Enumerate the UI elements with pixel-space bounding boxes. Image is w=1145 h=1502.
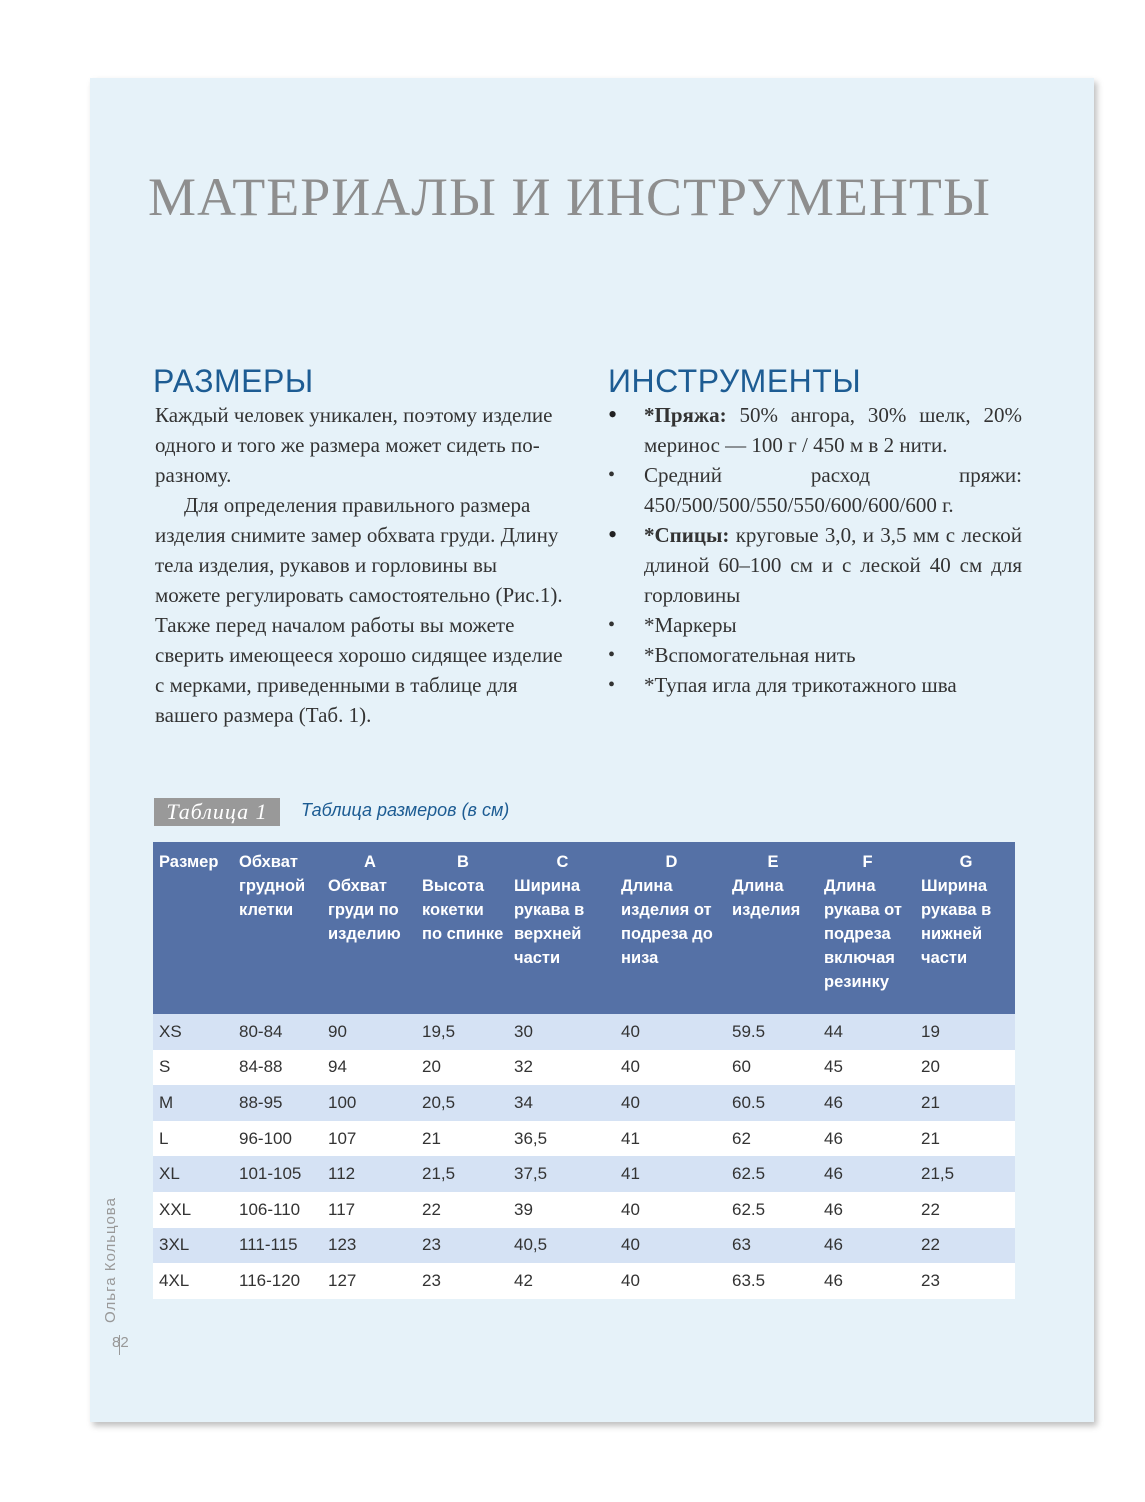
table-row [153, 1121, 1015, 1157]
table-cell: 46 [818, 1121, 915, 1157]
column-letter: A [364, 853, 376, 871]
table-cell: 62.5 [726, 1192, 818, 1228]
bullet-icon: • [608, 464, 616, 486]
table-cell: 106-110 [233, 1192, 322, 1228]
tools-item: • *Маркеры [604, 610, 1022, 640]
table-cell: 46 [818, 1156, 915, 1192]
table-cell: 63 [726, 1228, 818, 1264]
table-cell: 90 [322, 1014, 416, 1050]
table-cell: 22 [915, 1228, 1015, 1264]
tools-item: • *Вспомогательная нить [604, 640, 1022, 670]
table-cell: 32 [508, 1050, 615, 1086]
table-row [153, 1228, 1015, 1264]
table-cell: 34 [508, 1085, 615, 1121]
page [90, 78, 1094, 1422]
column-label: Ширина рукава в верхней части [514, 877, 585, 967]
column-label: Обхват груди по изделию [328, 877, 401, 943]
column-label: Размер [159, 853, 219, 871]
table-cell: 36,5 [508, 1121, 615, 1157]
sizes-text [155, 400, 565, 730]
table-cell: 42 [508, 1263, 615, 1299]
column-letter: C [556, 853, 569, 871]
column-label: Длина изделия [732, 877, 801, 919]
page-title: МАТЕРИАЛЫ И ИНСТРУМЕНТЫ [148, 167, 991, 227]
tools-item: • *Пряжа: 50% ангора, 30% шелк, 20% меринос — 100 г / 450 м в 2 нити. [608, 400, 1022, 457]
table-cell: XXL [153, 1192, 233, 1228]
table-cell: 21 [915, 1085, 1015, 1121]
table-row [153, 1156, 1015, 1192]
table-cell: 39 [508, 1192, 615, 1228]
table-cell: 40 [615, 1192, 726, 1228]
table-cell: 101-105 [233, 1156, 322, 1192]
table-cell: 19,5 [416, 1014, 508, 1050]
table-cell: 3XL [153, 1228, 233, 1264]
table-cell: 40,5 [508, 1228, 615, 1264]
table-cell: 112 [322, 1156, 416, 1192]
table-cell: 41 [615, 1156, 726, 1192]
table-cell: 94 [322, 1050, 416, 1086]
author-name: Ольга Кольцова [102, 1197, 119, 1323]
column-label: Обхват грудной клетки [239, 853, 306, 919]
table-cell: 37,5 [508, 1156, 615, 1192]
size-table [153, 842, 1015, 1299]
table-cell: 23 [915, 1263, 1015, 1299]
table-cell: 60 [726, 1050, 818, 1086]
table-header-row [153, 842, 1015, 1014]
table-cell: 21,5 [416, 1156, 508, 1192]
table-cell: M [153, 1085, 233, 1121]
table-cell: 20,5 [416, 1085, 508, 1121]
column-letter: D [665, 853, 678, 871]
table-cell: 111-115 [233, 1228, 322, 1264]
table-cell: 40 [615, 1014, 726, 1050]
table-cell: L [153, 1121, 233, 1157]
table-cell: 84-88 [233, 1050, 322, 1086]
column-label: Длина рукава от подреза включая резинку [824, 877, 902, 991]
table-cell: 46 [818, 1192, 915, 1228]
tools-item: • *Спицы: круговые 3,0, и 3,5 мм с леской длиной 60–100 см и с леской 40 см для горловины [608, 520, 1022, 607]
table-label: Таблица 1 [154, 798, 280, 826]
column-letter: B [457, 853, 469, 871]
page-number: 82 [112, 1334, 129, 1351]
column-label: Длина изделия от подреза до низа [621, 877, 713, 967]
table-cell: 96-100 [233, 1121, 322, 1157]
table-cell: 40 [615, 1050, 726, 1086]
table-cell: 21,5 [915, 1156, 1015, 1192]
table-caption: Таблица размеров (в см) [301, 800, 510, 820]
column-letter: F [862, 853, 873, 871]
table-cell: 19 [915, 1014, 1015, 1050]
table-row [153, 1085, 1015, 1121]
table-cell: 116-120 [233, 1263, 322, 1299]
table-cell: 46 [818, 1263, 915, 1299]
column-header [508, 842, 615, 1014]
sizes-paragraph-1: Каждый человек уникален, поэтому изделие одного и того же размера может сидеть по-разному. [155, 403, 553, 487]
table-cell: 22 [416, 1192, 508, 1228]
table-cell: 23 [416, 1228, 508, 1264]
column-header [915, 842, 1015, 1014]
table-cell: 63.5 [726, 1263, 818, 1299]
column-label: Ширина рукава в нижней части [921, 877, 992, 967]
column-header [322, 842, 416, 1014]
table-cell: XL [153, 1156, 233, 1192]
table-cell: 60.5 [726, 1085, 818, 1121]
table-cell: 46 [818, 1085, 915, 1121]
bullet-icon: • [608, 400, 618, 429]
sizes-paragraph-2: Для определения правильного размера изделия снимите замер обхвата груди. Длину тела изделия, рукавов и горловины вы можете регулировать самостоятельно (Рис.1). Также перед началом работы вы можете сверить имеющееся хорошо сидящее изделие с мерками, приведенными в таблице для вашего размера (Таб. 1). [155, 493, 563, 727]
table-cell: 30 [508, 1014, 615, 1050]
table-cell: 107 [322, 1121, 416, 1157]
table-cell: 4XL [153, 1263, 233, 1299]
table-cell: 117 [322, 1192, 416, 1228]
bullet-icon: • [608, 644, 616, 666]
bullet-icon: • [608, 520, 618, 549]
table-cell: 40 [615, 1228, 726, 1264]
table-cell: XS [153, 1014, 233, 1050]
table-cell: 80-84 [233, 1014, 322, 1050]
table-cell: 45 [818, 1050, 915, 1086]
table-cell: 62 [726, 1121, 818, 1157]
table-cell: 62.5 [726, 1156, 818, 1192]
tools-item: • *Тупая игла для трикотажного шва [604, 670, 1022, 700]
table-row [153, 1192, 1015, 1228]
table-cell: 127 [322, 1263, 416, 1299]
column-letter: E [767, 853, 779, 871]
table-row [153, 1263, 1015, 1299]
column-label: Высота кокетки по спинке [422, 877, 504, 943]
table-cell: 100 [322, 1085, 416, 1121]
tools-heading: ИНСТРУМЕНТЫ [608, 363, 862, 399]
bullet-icon: • [608, 674, 616, 696]
table-row [153, 1014, 1015, 1050]
column-header [416, 842, 508, 1014]
column-header [726, 842, 818, 1014]
table-cell: 21 [915, 1121, 1015, 1157]
table-cell: 21 [416, 1121, 508, 1157]
table-cell: 123 [322, 1228, 416, 1264]
table-cell: 44 [818, 1014, 915, 1050]
column-header [233, 842, 322, 1014]
table-cell: 88-95 [233, 1085, 322, 1121]
sizes-heading: РАЗМЕРЫ [153, 363, 314, 399]
table-cell: 46 [818, 1228, 915, 1264]
column-header [153, 842, 233, 1014]
table-cell: 22 [915, 1192, 1015, 1228]
table-cell: 40 [615, 1085, 726, 1121]
tools-item: • Средний расход пряжи: 450/500/500/550/550/600/600/600 г. [604, 460, 1022, 520]
table-cell: S [153, 1050, 233, 1086]
column-header [818, 842, 915, 1014]
tools-list [604, 400, 1022, 700]
bullet-icon: • [608, 614, 616, 636]
table-cell: 20 [416, 1050, 508, 1086]
table-cell: 23 [416, 1263, 508, 1299]
table-cell: 40 [615, 1263, 726, 1299]
column-header [615, 842, 726, 1014]
table-row [153, 1050, 1015, 1086]
column-letter: G [959, 853, 973, 871]
table-cell: 41 [615, 1121, 726, 1157]
table-cell: 20 [915, 1050, 1015, 1086]
table-cell: 59.5 [726, 1014, 818, 1050]
